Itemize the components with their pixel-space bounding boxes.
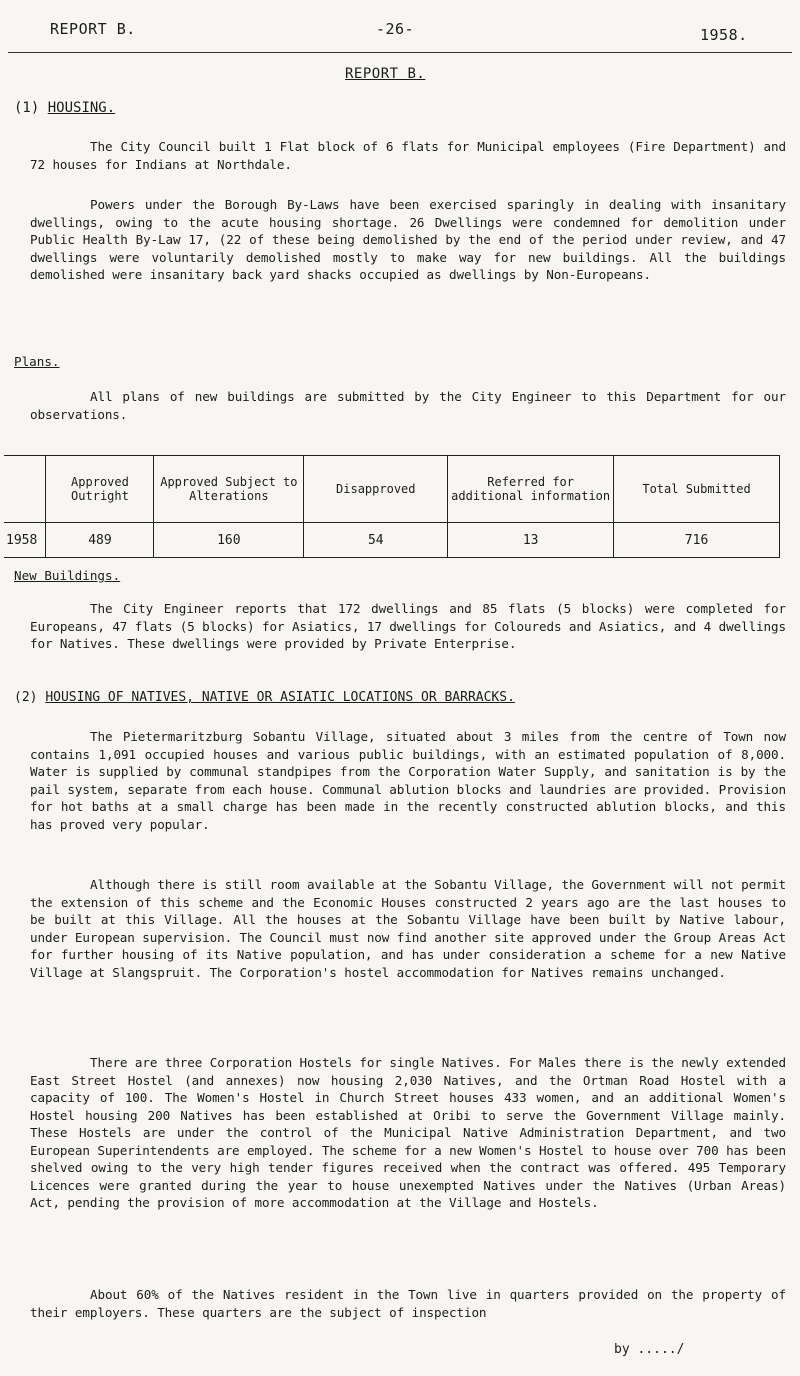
section-title: HOUSING OF NATIVES, NATIVE OR ASIATIC LOCATIONS OR BARRACKS. bbox=[45, 690, 515, 705]
natives-paragraph-4: About 60% of the Natives resident in the Town live in quarters provided on the property of their employers. These quarters are the subject of inspection bbox=[30, 1287, 786, 1320]
table-header-row bbox=[4, 456, 780, 523]
natives-paragraph-2: Although there is still room available at the Sobantu Village, the Government will not permit the extension of this scheme and the Economic Houses constructed 2 years ago are the last houses to be built at this Village. All the houses at the Sobantu Village have been built by Native labour, under European supervision. The Council must now find another site approved under the Group Areas Act for further housing of its Native population, and has under consideration a scheme for a new Native Village at Slangspruit. The Corporation's hostel accommodation for Natives remains unchanged. bbox=[30, 877, 786, 980]
table-row-year: 1958 bbox=[4, 523, 46, 558]
natives-paragraph-1: The Pietermaritzburg Sobantu Village, situated about 3 miles from the centre of Town now contains 1,091 occupied houses and various public buildings, with an estimated population of 8,000. Water is supplied by communal standpipes from the Corporation Water Supply, and sanitation is by the pail system, separate from each house. Communal ablution blocks and laundries are provided. Provision for hot baths at a small charge has been made in the recently constructed ablution blocks, and this has proved very popular. bbox=[30, 729, 786, 832]
table-cell: 54 bbox=[304, 523, 448, 558]
table-header: Total Submitted bbox=[614, 456, 780, 523]
continuation-marker: by ...../ bbox=[614, 1342, 685, 1357]
section-number: (1) bbox=[14, 100, 40, 116]
section-housing-heading bbox=[14, 100, 115, 116]
table-corner-cell bbox=[4, 456, 46, 523]
new-buildings-paragraph: The City Engineer reports that 172 dwellings and 85 flats (5 blocks) were completed for Europeans, 47 flats (5 blocks) for Asiatics, 17 dwellings for Coloureds and Asiatics, and 4 dwellings for Natives. These dwellings were provided by Private Enterprise. bbox=[30, 601, 786, 651]
page-number: -26- bbox=[376, 20, 415, 38]
new-buildings-heading: New Buildings. bbox=[14, 568, 121, 583]
table-header: Approved Outright bbox=[46, 456, 154, 523]
section-number: (2) bbox=[14, 690, 38, 705]
running-header-left: REPORT B. bbox=[50, 20, 136, 38]
header-rule bbox=[8, 52, 792, 53]
natives-paragraph-3: There are three Corporation Hostels for single Natives. For Males there is the newly extended East Street Hostel (and annexes) now housing 2,030 Natives, and the Ortman Road Hostel with a capacity of 100. The Women's Hostel in Church Street houses 433 women, and an additional Women's Hostel housing 200 Natives has been established at Oribi to serve the Government Village mainly. These Hostels are under the control of the Municipal Native Administration Department, and two European Superintendents are employed. The scheme for a new Women's Hostel to house over 700 has been shelved owing to the very high tender figures received when the contract was offered. 495 Temporary Licences were granted during the year to house unexempted Natives under the Natives (Urban Areas) Act, pending the provision of more accommodation at the Village and Hostels. bbox=[30, 1055, 786, 1210]
table-row bbox=[4, 523, 780, 558]
table-cell: 160 bbox=[154, 523, 304, 558]
table-header: Referred for additional information bbox=[448, 456, 614, 523]
section-title: HOUSING. bbox=[47, 100, 116, 116]
housing-paragraph-2: Powers under the Borough By-Laws have been exercised sparingly in dealing with insanitary dwellings, owing to the acute housing shortage. 26 Dwellings were condemned for demolition under Public Health By-Law 17, (22 of these being demolished by the end of the period under review, and 47 dwellings were voluntarily demolished mostly to make way for new buildings. All the buildings demolished were insanitary back yard shacks occupied as dwellings by Non-Europeans. bbox=[30, 197, 786, 282]
table-cell: 716 bbox=[614, 523, 780, 558]
report-title: REPORT B. bbox=[345, 66, 426, 82]
plans-paragraph: All plans of new buildings are submitted by the City Engineer to this Department for our observations. bbox=[30, 389, 786, 422]
table-cell: 489 bbox=[46, 523, 154, 558]
section-natives-heading bbox=[14, 690, 515, 705]
running-header-year: 1958. bbox=[700, 26, 748, 44]
housing-paragraph-1: The City Council built 1 Flat block of 6 flats for Municipal employees (Fire Department) and 72 houses for Indians at Northdale. bbox=[30, 139, 786, 172]
table-header: Disapproved bbox=[304, 456, 448, 523]
plans-statistics-table bbox=[4, 455, 780, 558]
table-header: Approved Subject to Alterations bbox=[154, 456, 304, 523]
plans-heading: Plans. bbox=[14, 354, 60, 369]
table-cell: 13 bbox=[448, 523, 614, 558]
